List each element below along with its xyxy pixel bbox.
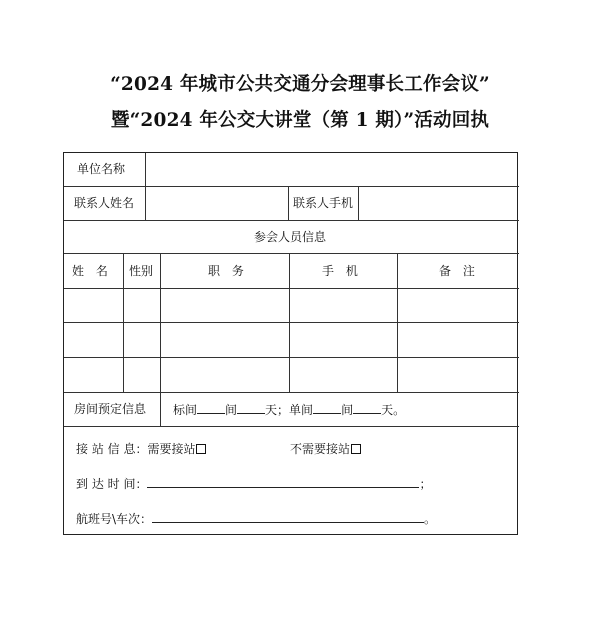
row-divider — [64, 253, 519, 254]
column-header-remarks: 备 注 — [439, 264, 479, 278]
pickup-info-line — [76, 442, 206, 456]
attendee-section-label: 参会人员信息 — [254, 230, 327, 244]
arrival-time-label: 到 达 时 间： — [76, 477, 148, 491]
flight-number-end: 。 — [424, 512, 437, 526]
single-room-days-blank[interactable] — [353, 402, 381, 414]
attendee-remarks-cell[interactable] — [398, 289, 518, 322]
column-header-position: 职 务 — [208, 264, 248, 278]
contact-phone-label: 联系人手机 — [293, 196, 354, 210]
contact-name-field[interactable] — [146, 187, 288, 220]
column-header-name: 姓 名 — [72, 264, 112, 278]
attendee-phone-cell[interactable] — [290, 358, 397, 392]
room-reservation-label: 房间预定信息 — [74, 402, 147, 416]
standard-room-days-suffix: 天； — [265, 403, 290, 417]
receipt-form — [63, 152, 518, 535]
contact-phone-field[interactable] — [359, 187, 518, 220]
standard-room-prefix: 标间 — [173, 403, 198, 417]
attendee-position-cell[interactable] — [161, 289, 289, 322]
flight-number-line — [76, 511, 436, 526]
arrival-time-blank[interactable] — [147, 476, 419, 488]
attendee-gender-cell[interactable] — [124, 358, 160, 392]
standard-room-count-blank[interactable] — [197, 402, 225, 414]
attendee-gender-cell[interactable] — [124, 289, 160, 322]
flight-number-label: 航班号\车次： — [76, 512, 153, 526]
col-divider — [160, 392, 161, 426]
unit-name-label: 单位名称 — [77, 162, 126, 176]
attendee-phone-cell[interactable] — [290, 323, 397, 357]
attendee-phone-cell[interactable] — [290, 289, 397, 322]
pickup-no-option — [290, 442, 361, 456]
contact-name-label: 联系人姓名 — [74, 196, 135, 210]
flight-number-blank[interactable] — [152, 511, 424, 523]
column-header-phone: 手 机 — [322, 264, 362, 278]
single-room-days-suffix: 天。 — [381, 403, 406, 417]
standard-room-unit: 间 — [225, 403, 238, 417]
attendee-name-cell[interactable] — [64, 289, 123, 322]
single-room-count-blank[interactable] — [313, 402, 341, 414]
room-reservation-line — [173, 402, 405, 417]
standard-room-days-blank[interactable] — [237, 402, 265, 414]
attendee-position-cell[interactable] — [161, 323, 289, 357]
unit-name-field[interactable] — [146, 154, 518, 186]
attendee-name-cell[interactable] — [64, 323, 123, 357]
arrival-time-end: ； — [419, 477, 432, 491]
single-room-unit: 间 — [341, 403, 354, 417]
attendee-remarks-cell[interactable] — [398, 358, 518, 392]
pickup-label: 接 站 信 息： — [76, 442, 148, 456]
attendee-remarks-cell[interactable] — [398, 323, 518, 357]
document-title-line-1: “2024 年城市公共交通分会理事长工作会议” — [110, 74, 490, 95]
attendee-gender-cell[interactable] — [124, 323, 160, 357]
row-divider — [64, 426, 519, 427]
pickup-no-label: 不需要接站 — [290, 442, 351, 456]
col-divider — [288, 186, 289, 220]
pickup-yes-label: 需要接站 — [147, 442, 196, 456]
attendee-position-cell[interactable] — [161, 358, 289, 392]
pickup-no-checkbox[interactable] — [351, 444, 361, 454]
arrival-time-line — [76, 476, 431, 491]
attendee-name-cell[interactable] — [64, 358, 123, 392]
column-header-gender: 性别 — [129, 264, 154, 278]
pickup-yes-checkbox[interactable] — [196, 444, 206, 454]
document-title-line-2: 暨“2024 年公交大讲堂（第 1 期）”活动回执 — [110, 110, 490, 131]
single-room-prefix: 单间 — [289, 403, 314, 417]
row-divider — [64, 392, 519, 393]
row-divider — [64, 220, 519, 221]
